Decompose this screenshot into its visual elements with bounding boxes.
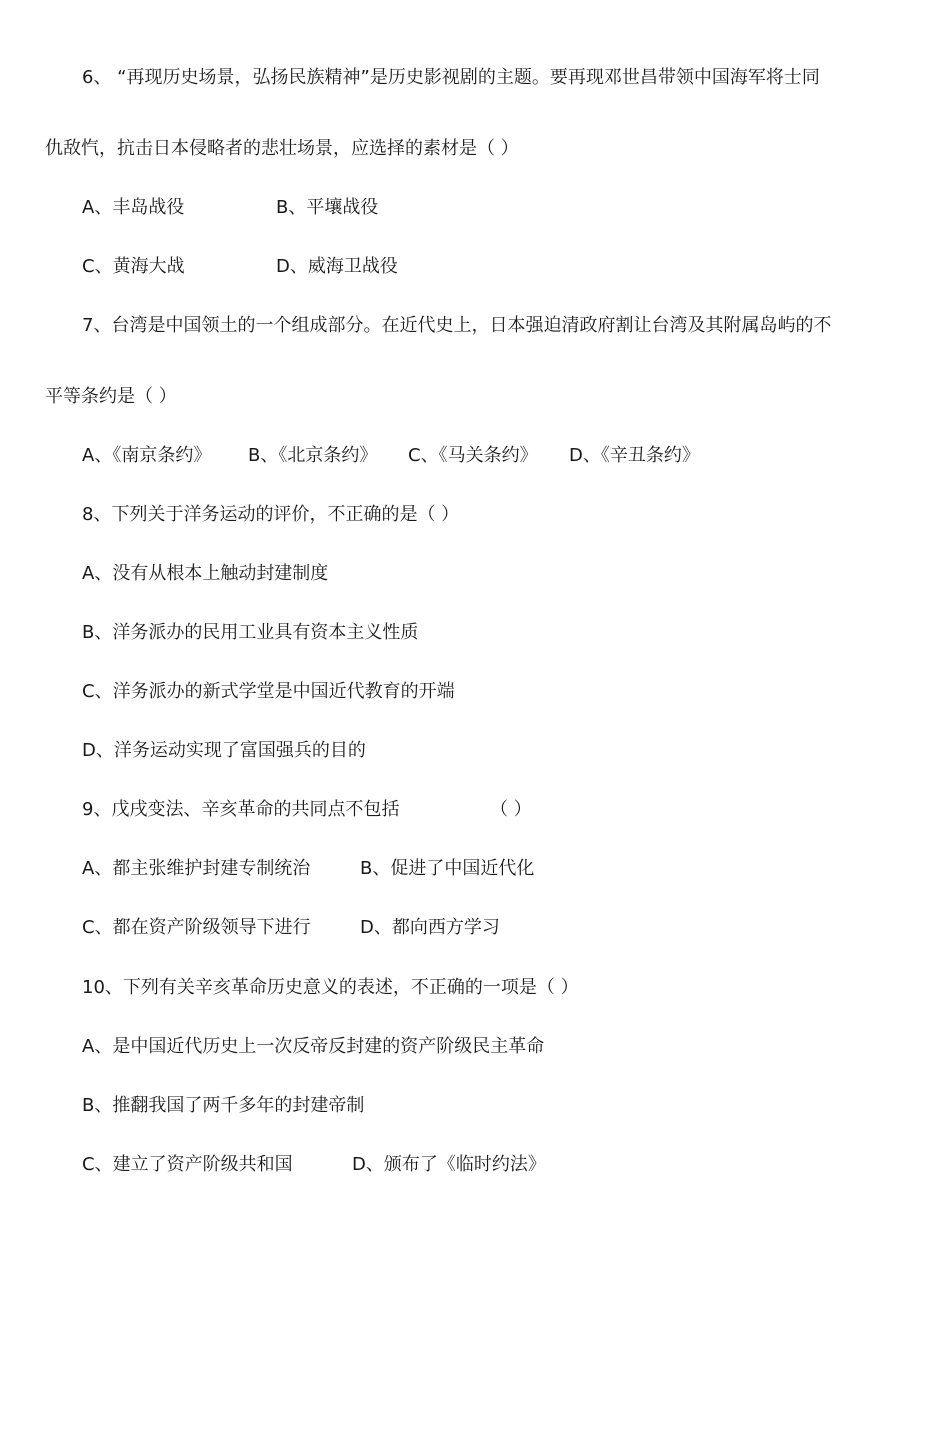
question-9-answer-blank: （ ） xyxy=(490,799,532,820)
question-7-option-b: B、《北京条约》 xyxy=(248,445,378,466)
question-9-option-a: A、都主张维护封建专制统治 xyxy=(82,858,311,879)
question-6-option-c: C、黄海大战 xyxy=(82,256,185,277)
question-8-option-a: A、没有从根本上触动封建制度 xyxy=(82,563,329,584)
question-8-option-d: D、洋务运动实现了富国强兵的目的 xyxy=(82,740,366,761)
question-7-option-c: C、《马关条约》 xyxy=(408,445,538,466)
question-9-option-d: D、都向西方学习 xyxy=(360,917,500,938)
question-10-option-a: A、是中国近代历史上一次反帝反封建的资产阶级民主革命 xyxy=(82,1036,545,1057)
question-6-option-d: D、威海卫战役 xyxy=(276,256,398,277)
question-9-option-b: B、促进了中国近代化 xyxy=(360,858,535,879)
question-10-option-c: C、建立了资产阶级共和国 xyxy=(82,1154,293,1175)
question-8-option-b: B、洋务派办的民用工业具有资本主义性质 xyxy=(82,622,419,643)
question-8-stem: 8、下列关于洋务运动的评价，不正确的是（ ） xyxy=(82,504,460,525)
question-7-option-d: D、《辛丑条约》 xyxy=(569,445,700,466)
question-6-stem-line1: 6、 “再现历史场景，弘扬民族精神”是历史影视剧的主题。要再现邓世昌带领中国海军将士同 xyxy=(82,67,820,88)
question-7-stem-line1: 7、台湾是中国领土的一个组成部分。在近代史上，日本强迫清政府割让台湾及其附属岛屿的不 xyxy=(82,315,832,336)
question-10-option-d: D、颁布了《临时约法》 xyxy=(352,1154,546,1175)
question-9-option-c: C、都在资产阶级领导下进行 xyxy=(82,917,311,938)
question-7-stem-line2: 平等条约是（ ） xyxy=(45,386,177,407)
question-7-option-a: A、《南京条约》 xyxy=(82,445,212,466)
question-6-stem-line2: 仇敌忾，抗击日本侵略者的悲壮场景，应选择的素材是（ ） xyxy=(45,138,519,159)
question-10-option-b: B、推翻我国了两千多年的封建帝制 xyxy=(82,1095,365,1116)
question-6-option-a: A、丰岛战役 xyxy=(82,197,185,218)
question-6-option-b: B、平壤战役 xyxy=(276,197,379,218)
question-10-stem: 10、下列有关辛亥革命历史意义的表述，不正确的一项是（ ） xyxy=(82,977,579,998)
question-9-stem: 9、戊戌变法、辛亥革命的共同点不包括 xyxy=(82,799,400,820)
question-8-option-c: C、洋务派办的新式学堂是中国近代教育的开端 xyxy=(82,681,455,702)
